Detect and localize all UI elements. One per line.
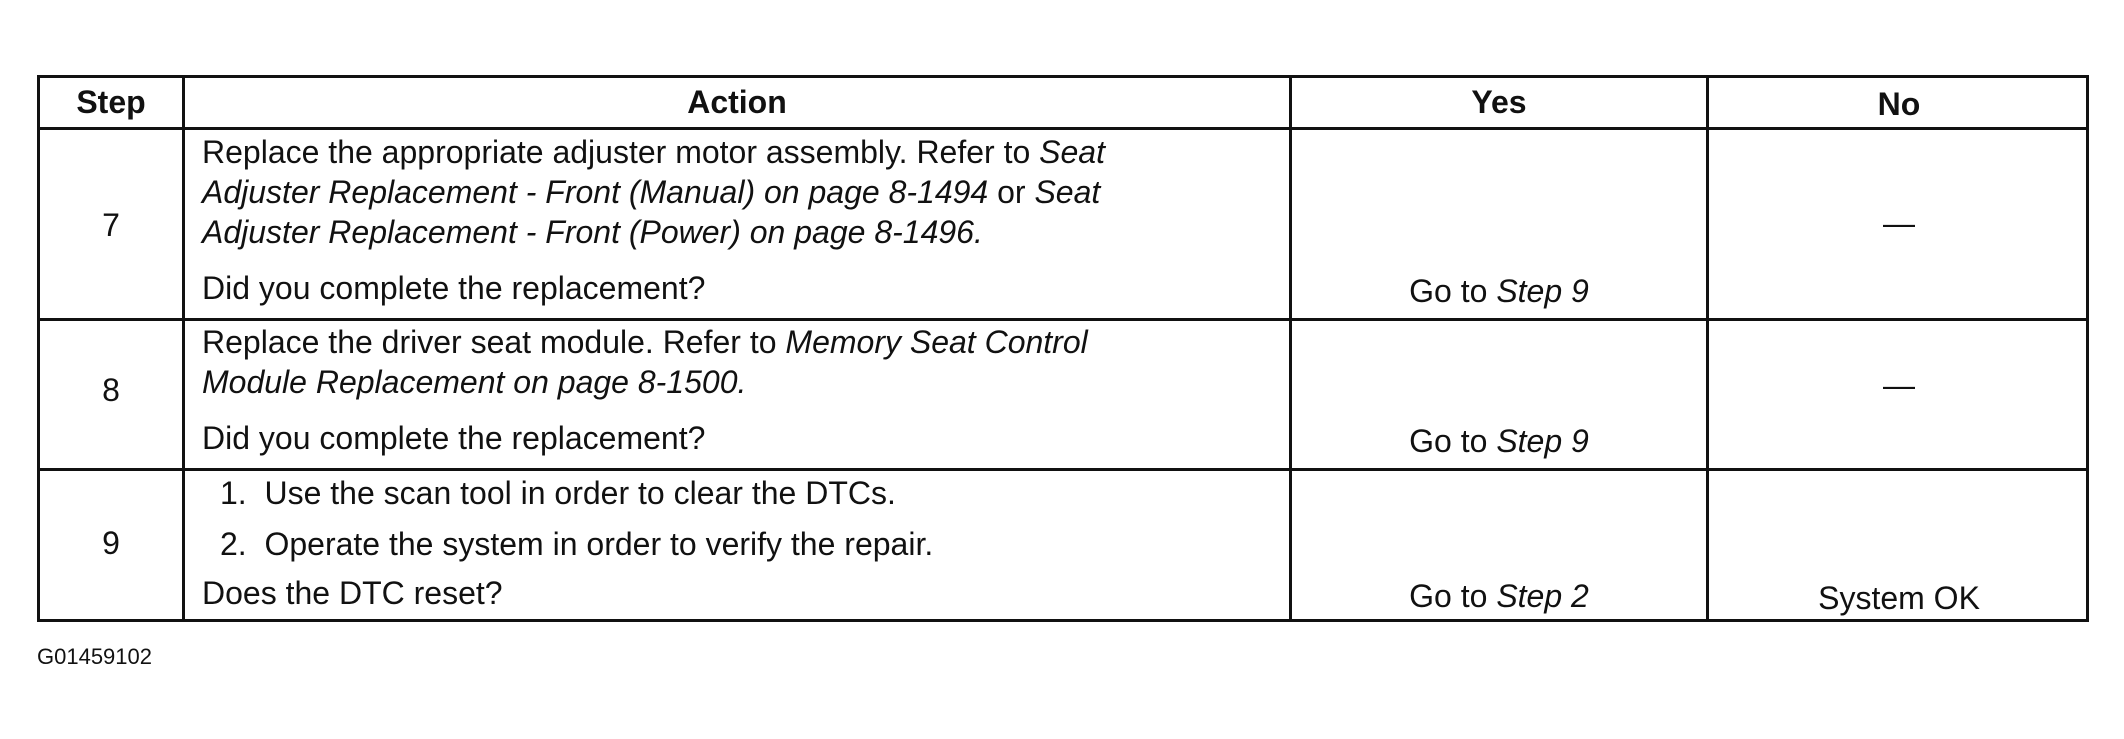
no-result: — [1883,367,1915,403]
yes-result [1292,421,1706,461]
reference-link-text: Adjuster Replacement - Front (Power) on page 8-1496. [202,214,983,250]
column-divider [1289,78,1292,619]
question-text: Did you complete the replacement? [202,420,706,456]
reference-link-text: Seat [1039,134,1105,170]
reference-link-text: Seat [1034,174,1101,210]
no-result: System OK [1818,580,1980,616]
question-text: Did you complete the replacement? [202,270,706,306]
action-text-part: Replace the appropriate adjuster motor assembly. Refer to [202,134,1040,170]
figure-id: G01459102 [37,644,152,669]
header-no: No [1877,86,1921,122]
row-divider [40,468,2086,471]
step-reference: Step 9 [1496,273,1589,309]
diagnostic-table [37,75,2089,622]
column-divider [182,78,185,619]
no-result: — [1883,205,1915,241]
reference-link-text: Adjuster Replacement - Front (Manual) on page 8-1494 [202,174,989,210]
step-number: 7 [102,207,120,243]
yes-result [1292,576,1706,616]
step-reference: Step 9 [1496,423,1589,459]
header-step: Step [76,84,146,120]
goto-label: Go to [1409,273,1497,309]
header-yes: Yes [1471,84,1527,120]
question-text: Does the DTC reset? [202,575,503,611]
column-divider [1706,78,1709,619]
goto-label: Go to [1409,578,1497,614]
step-number: 8 [102,372,120,408]
yes-result [1292,271,1706,311]
action-text [202,322,1088,362]
step-number: 9 [102,525,120,561]
reference-link-text: Module Replacement on page 8-1500. [202,364,747,400]
row-divider [40,127,2086,130]
action-text [202,132,1105,172]
list-item: 2. Operate the system in order to verify the repair. [220,526,934,562]
step-reference: Step 2 [1496,578,1589,614]
header-action: Action [687,84,787,120]
action-text [202,172,1100,212]
action-text-part: Replace the driver seat module. Refer to [202,324,786,360]
action-text-part: or [988,174,1035,210]
list-item: 1. Use the scan tool in order to clear the DTCs. [220,475,896,511]
goto-label: Go to [1409,423,1497,459]
row-divider [40,318,2086,321]
reference-link-text: Memory Seat Control [785,324,1088,360]
